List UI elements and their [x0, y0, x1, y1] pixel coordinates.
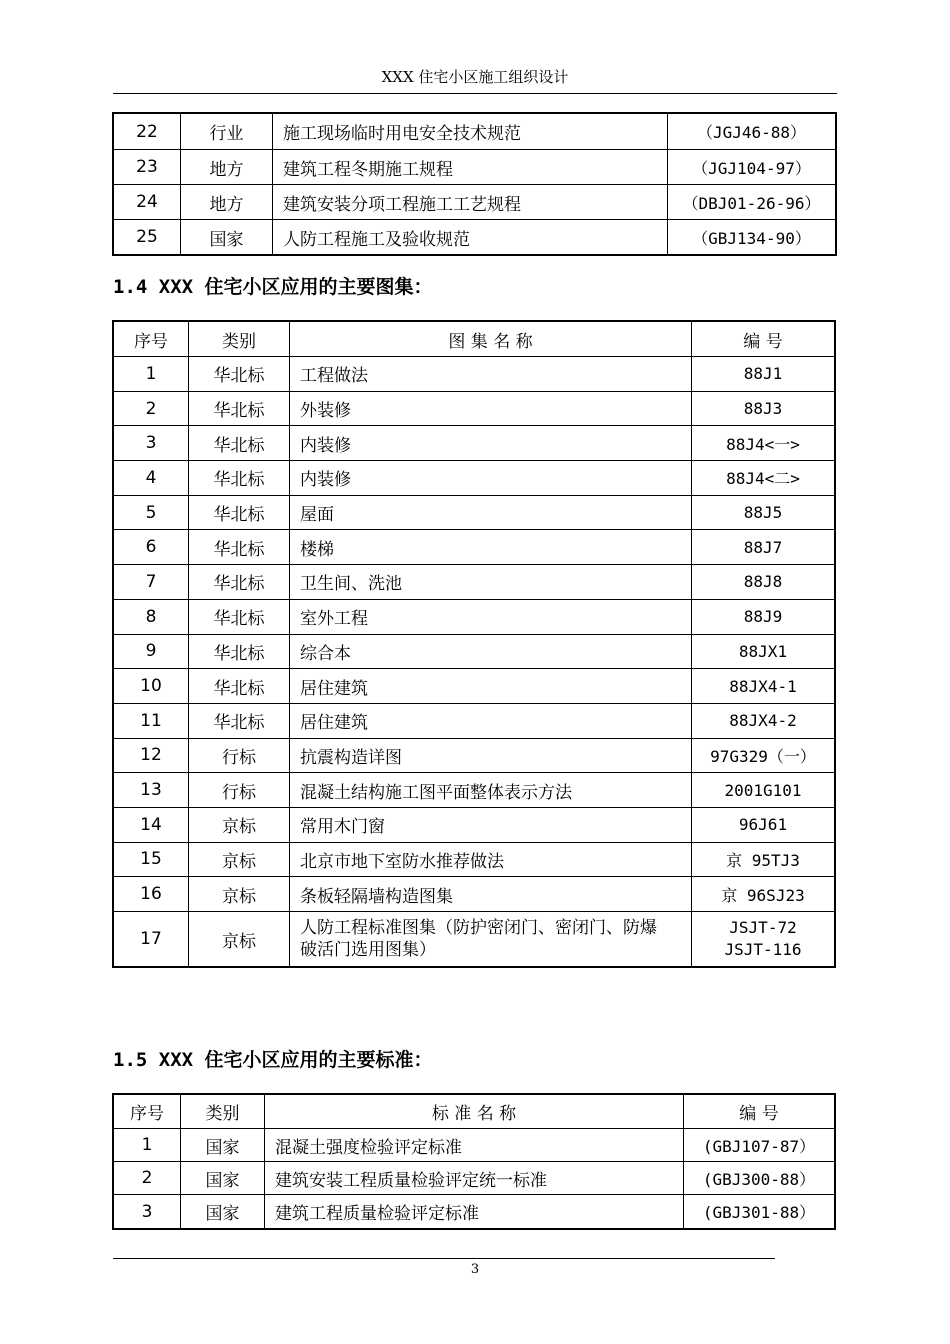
table-row [114, 565, 835, 600]
table-row [114, 807, 835, 842]
column-header-code: 编 号 [692, 322, 835, 357]
row-category: 华北标 [189, 703, 290, 738]
row-name: 外装修 [290, 391, 692, 426]
row-name: 建筑安装工程质量检验评定统一标准 [265, 1162, 684, 1195]
row-number: 9 [114, 634, 189, 669]
row-code-line-2: JSJT-116 [724, 940, 802, 959]
row-name: 工程做法 [290, 357, 692, 392]
row-category: 地方 [181, 150, 273, 185]
row-name: 常用木门窗 [290, 807, 692, 842]
table-row [114, 773, 835, 808]
column-header-code: 编 号 [684, 1095, 835, 1129]
row-code [692, 912, 835, 967]
row-code: 88J5 [692, 495, 835, 530]
row-name: 抗震构造详图 [290, 738, 692, 773]
row-name [290, 912, 692, 967]
row-number: 16 [114, 877, 189, 912]
table-row [114, 669, 835, 704]
row-name: 楼梯 [290, 530, 692, 565]
footer-rule [113, 1258, 775, 1259]
row-name: 内装修 [290, 461, 692, 496]
row-code: （JGJ46-88） [668, 114, 836, 150]
row-category: 京标 [189, 877, 290, 912]
row-category: 京标 [189, 912, 290, 967]
page-header-title: XXX 住宅小区施工组织设计 [381, 68, 569, 86]
row-code: 京 95TJ3 [692, 842, 835, 877]
row-name: 混凝土强度检验评定标准 [265, 1129, 684, 1162]
row-category: 国家 [181, 1195, 265, 1229]
page-number: 3 [470, 1262, 480, 1277]
row-code: 88J9 [692, 599, 835, 634]
row-code: 88JX1 [692, 634, 835, 669]
standards-table [113, 1094, 835, 1229]
row-name: 卫生间、洗池 [290, 565, 692, 600]
column-header-name: 标 准 名 称 [265, 1095, 684, 1129]
column-header-number: 序号 [114, 322, 189, 357]
row-number: 3 [114, 1195, 181, 1229]
row-category: 国家 [181, 220, 273, 255]
column-header-category: 类别 [189, 322, 290, 357]
row-number: 12 [114, 738, 189, 773]
row-number: 24 [114, 185, 181, 220]
row-number: 22 [114, 114, 181, 150]
table-row [114, 426, 835, 461]
row-category: 行标 [189, 773, 290, 808]
column-header-name: 图 集 名 称 [290, 322, 692, 357]
header-rule [113, 93, 837, 94]
section-title-drawings: 1.4 XXX 住宅小区应用的主要图集： [113, 276, 433, 298]
row-name: 居住建筑 [290, 669, 692, 704]
row-category: 华北标 [189, 669, 290, 704]
row-number: 8 [114, 599, 189, 634]
row-category: 华北标 [189, 495, 290, 530]
row-code: 88J3 [692, 391, 835, 426]
row-category: 华北标 [189, 530, 290, 565]
row-category: 行业 [181, 114, 273, 150]
row-number: 23 [114, 150, 181, 185]
row-name-line-2: 破活门选用图集） [300, 940, 436, 960]
row-category: 华北标 [189, 461, 290, 496]
regulations-table-continued [113, 113, 836, 255]
table-row [114, 150, 836, 185]
drawings-table [113, 321, 835, 967]
row-name: 内装修 [290, 426, 692, 461]
row-code: 88J4<二> [692, 461, 835, 496]
row-number: 25 [114, 220, 181, 255]
row-number: 6 [114, 530, 189, 565]
table-row [114, 912, 835, 967]
row-code-line-1: JSJT-72 [729, 918, 797, 937]
table-row [114, 357, 835, 392]
table-row [114, 703, 835, 738]
row-name: 屋面 [290, 495, 692, 530]
row-code: (GBJ300-88） [684, 1162, 835, 1195]
row-number: 11 [114, 703, 189, 738]
row-code: 88J7 [692, 530, 835, 565]
table-row [114, 1129, 835, 1162]
row-name: 综合本 [290, 634, 692, 669]
row-name: 北京市地下室防水推荐做法 [290, 842, 692, 877]
row-category: 国家 [181, 1162, 265, 1195]
table-row [114, 1162, 835, 1195]
row-code: 88J1 [692, 357, 835, 392]
row-code: (GBJ301-88） [684, 1195, 835, 1229]
row-number: 17 [114, 912, 189, 967]
row-number: 2 [114, 391, 189, 426]
table-row [114, 530, 835, 565]
row-name: 混凝土结构施工图平面整体表示方法 [290, 773, 692, 808]
row-name: 人防工程施工及验收规范 [273, 220, 668, 255]
row-code: (GBJ107-87） [684, 1129, 835, 1162]
row-code: 88JX4-2 [692, 703, 835, 738]
row-number: 7 [114, 565, 189, 600]
table-row [114, 114, 836, 150]
row-category: 华北标 [189, 357, 290, 392]
row-category: 京标 [189, 842, 290, 877]
table-row [114, 877, 835, 912]
table-row [114, 220, 836, 255]
row-name-line-1: 人防工程标准图集（防护密闭门、密闭门、防爆 [300, 918, 657, 938]
row-name: 建筑工程质量检验评定标准 [265, 1195, 684, 1229]
row-category: 地方 [181, 185, 273, 220]
row-name: 居住建筑 [290, 703, 692, 738]
row-category: 华北标 [189, 634, 290, 669]
row-category: 行标 [189, 738, 290, 773]
row-category: 京标 [189, 807, 290, 842]
table-header-row [114, 322, 835, 357]
row-name: 建筑安装分项工程施工工艺规程 [273, 185, 668, 220]
table-row [114, 185, 836, 220]
row-number: 14 [114, 807, 189, 842]
table-row [114, 738, 835, 773]
row-code: （GBJ134-90） [668, 220, 836, 255]
row-category: 华北标 [189, 426, 290, 461]
row-code: （JGJ104-97） [668, 150, 836, 185]
row-category: 国家 [181, 1129, 265, 1162]
row-category: 华北标 [189, 599, 290, 634]
row-code: 96J61 [692, 807, 835, 842]
row-number: 4 [114, 461, 189, 496]
table-row [114, 599, 835, 634]
row-code: 2001G101 [692, 773, 835, 808]
row-name: 施工现场临时用电安全技术规范 [273, 114, 668, 150]
column-header-category: 类别 [181, 1095, 265, 1129]
row-name: 建筑工程冬期施工规程 [273, 150, 668, 185]
table-row [114, 391, 835, 426]
row-number: 2 [114, 1162, 181, 1195]
row-code: 88J8 [692, 565, 835, 600]
row-code: 88JX4-1 [692, 669, 835, 704]
row-number: 15 [114, 842, 189, 877]
row-code: 97G329（一） [692, 738, 835, 773]
row-code: 京 96SJ23 [692, 877, 835, 912]
row-number: 5 [114, 495, 189, 530]
row-category: 华北标 [189, 565, 290, 600]
row-number: 3 [114, 426, 189, 461]
table-row [114, 842, 835, 877]
table-row [114, 495, 835, 530]
table-header-row [114, 1095, 835, 1129]
row-name: 室外工程 [290, 599, 692, 634]
row-number: 1 [114, 357, 189, 392]
row-number: 10 [114, 669, 189, 704]
row-name: 条板轻隔墙构造图集 [290, 877, 692, 912]
row-code: （DBJ01-26-96） [668, 185, 836, 220]
row-number: 13 [114, 773, 189, 808]
row-category: 华北标 [189, 391, 290, 426]
table-row [114, 634, 835, 669]
column-header-number: 序号 [114, 1095, 181, 1129]
section-title-standards: 1.5 XXX 住宅小区应用的主要标准： [113, 1049, 433, 1071]
table-row [114, 461, 835, 496]
row-number: 1 [114, 1129, 181, 1162]
row-code: 88J4<一> [692, 426, 835, 461]
table-row [114, 1195, 835, 1229]
